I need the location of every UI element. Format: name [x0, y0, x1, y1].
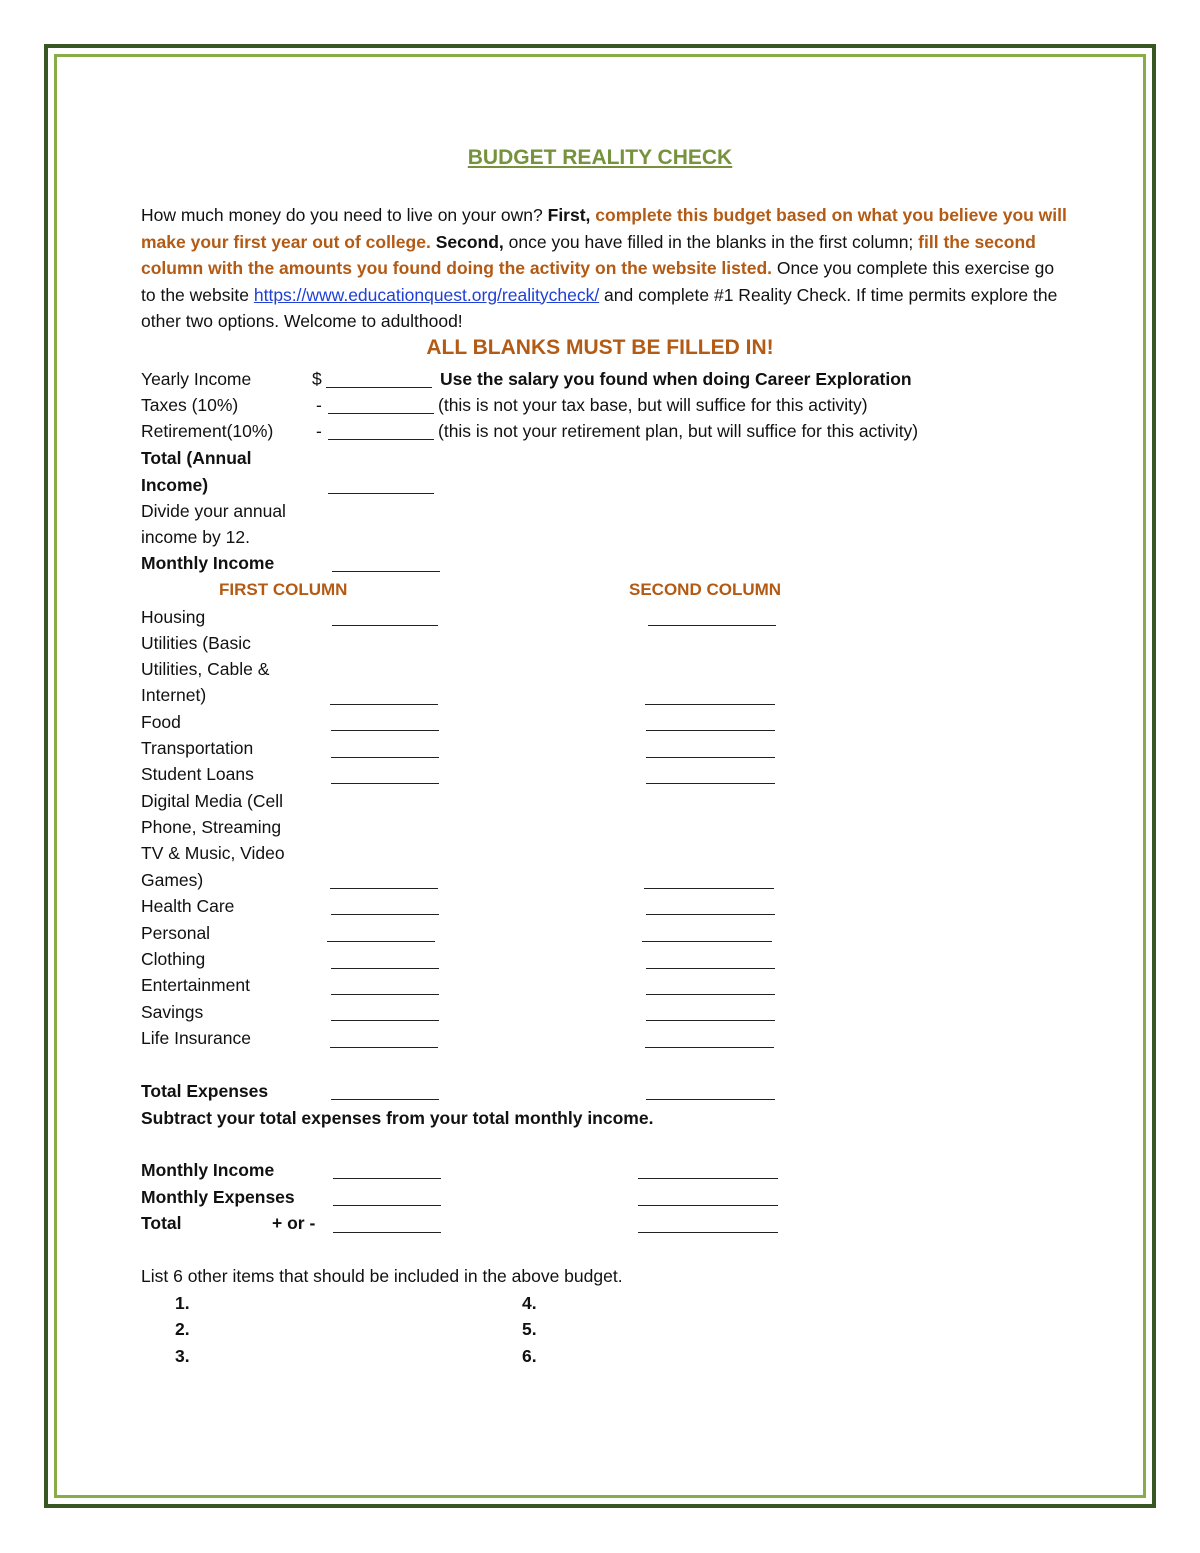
- monthly-income-blank[interactable]: [332, 571, 440, 572]
- life-insurance-label: Life Insurance: [141, 1028, 251, 1048]
- intro-instruction-2: fill the second column with the amounts you found doing the activity on the website listed.: [141, 231, 1036, 278]
- summary-monthly-expenses-label: Monthly Expenses: [141, 1187, 295, 1207]
- summary-monthly-expenses-blank-second[interactable]: [638, 1205, 778, 1206]
- food-blank-second[interactable]: [646, 730, 775, 731]
- personal-label: Personal: [141, 923, 211, 943]
- health-care-blank-second[interactable]: [646, 914, 775, 915]
- entertainment-blank-second[interactable]: [646, 994, 775, 995]
- summary-plus-minus: + or -: [272, 1213, 316, 1233]
- food-label: Food: [141, 712, 181, 732]
- monthly-income-label: Monthly Income: [141, 553, 275, 573]
- list-number-2: 2.: [175, 1319, 190, 1339]
- intro-text: How much money do you need to live on your own?: [141, 205, 548, 225]
- life-insurance-blank-second[interactable]: [645, 1047, 774, 1048]
- list-number-1: 1.: [175, 1293, 190, 1313]
- divide-label-2: income by 12.: [141, 527, 250, 547]
- savings-blank-second[interactable]: [646, 1020, 775, 1021]
- document-title: BUDGET REALITY CHECK: [467, 146, 733, 169]
- life-insurance-blank-first[interactable]: [330, 1047, 438, 1048]
- summary-total-label: Total: [141, 1213, 182, 1233]
- list-prompt: List 6 other items that should be included in the above budget.: [141, 1266, 623, 1286]
- utilities-label-3: Internet): [141, 685, 207, 705]
- taxes-label: Taxes (10%): [141, 395, 239, 415]
- digital-media-blank-first[interactable]: [330, 888, 438, 889]
- food-blank-first[interactable]: [331, 730, 439, 731]
- total-annual-label-1: Total (Annual: [141, 448, 252, 468]
- summary-monthly-income-blank-second[interactable]: [638, 1178, 778, 1179]
- summary-monthly-income-blank-first[interactable]: [333, 1178, 441, 1179]
- total-annual-blank[interactable]: [328, 493, 434, 494]
- summary-monthly-income-label: Monthly Income: [141, 1160, 275, 1180]
- divide-label-1: Divide your annual: [141, 501, 286, 521]
- student-loans-label: Student Loans: [141, 764, 254, 784]
- summary-total-blank-first[interactable]: [333, 1232, 441, 1233]
- entertainment-label: Entertainment: [141, 975, 250, 995]
- summary-total-blank-second[interactable]: [638, 1232, 778, 1233]
- all-blanks-banner: ALL BLANKS MUST BE FILLED IN!: [426, 336, 774, 359]
- first-column-header: FIRST COLUMN: [219, 580, 348, 599]
- clothing-blank-second[interactable]: [646, 968, 775, 969]
- intro-second: Second,: [435, 231, 504, 252]
- total-expenses-blank-first[interactable]: [331, 1099, 439, 1100]
- utilities-blank-second[interactable]: [645, 704, 775, 705]
- yearly-income-note: Use the salary you found when doing Career Exploration: [440, 369, 912, 389]
- digital-media-label-4: Games): [141, 870, 204, 890]
- housing-label: Housing: [141, 607, 206, 627]
- clothing-blank-first[interactable]: [331, 968, 439, 969]
- savings-blank-first[interactable]: [331, 1020, 439, 1021]
- transportation-label: Transportation: [141, 738, 254, 758]
- taxes-note: (this is not your tax base, but will suffice for this activity): [438, 395, 868, 415]
- retirement-label: Retirement(10%): [141, 421, 274, 441]
- health-care-blank-first[interactable]: [331, 914, 439, 915]
- intro-first: First,: [547, 205, 596, 225]
- transportation-blank-first[interactable]: [331, 757, 439, 758]
- retirement-blank[interactable]: [328, 439, 434, 440]
- student-loans-blank-first[interactable]: [331, 783, 439, 784]
- list-number-4: 4.: [522, 1293, 537, 1313]
- digital-media-label-2: Phone, Streaming: [141, 817, 282, 837]
- utilities-blank-first[interactable]: [330, 704, 438, 705]
- housing-blank-second[interactable]: [648, 625, 776, 626]
- yearly-income-prefix: $: [312, 369, 322, 389]
- digital-media-blank-second[interactable]: [644, 888, 774, 889]
- total-expenses-label: Total Expenses: [141, 1081, 269, 1101]
- personal-blank-second[interactable]: [642, 941, 772, 942]
- intro-text-3: Once you complete this exercise go to the website: [141, 258, 1055, 305]
- savings-label: Savings: [141, 1002, 204, 1022]
- utilities-label-1: Utilities (Basic: [141, 633, 251, 653]
- utilities-label-2: Utilities, Cable &: [141, 659, 270, 679]
- total-expenses-blank-second[interactable]: [646, 1099, 775, 1100]
- yearly-income-blank[interactable]: [326, 387, 432, 388]
- digital-media-label-3: TV & Music, Video: [141, 843, 285, 863]
- intro-text-4: and complete #1 Reality Check. If time permits explore the other two options. Welcome to adulthood!: [141, 284, 1058, 331]
- clothing-label: Clothing: [141, 949, 206, 969]
- website-link[interactable]: https://www.educationquest.org/realitycheck/: [253, 284, 600, 305]
- intro-text-2: once you have filled in the blanks in the first column;: [503, 231, 919, 252]
- personal-blank-first[interactable]: [327, 941, 435, 942]
- housing-blank-first[interactable]: [332, 625, 438, 626]
- health-care-label: Health Care: [141, 896, 235, 916]
- intro-paragraph: [141, 202, 1071, 335]
- taxes-blank[interactable]: [328, 413, 434, 414]
- list-number-5: 5.: [522, 1319, 537, 1339]
- summary-monthly-expenses-blank-first[interactable]: [333, 1205, 441, 1206]
- second-column-header: SECOND COLUMN: [629, 580, 782, 599]
- transportation-blank-second[interactable]: [646, 757, 775, 758]
- digital-media-label-1: Digital Media (Cell: [141, 791, 283, 811]
- entertainment-blank-first[interactable]: [331, 994, 439, 995]
- intro-instruction-1: complete this budget based on what you believe you will make your first year out of college.: [141, 205, 1067, 252]
- student-loans-blank-second[interactable]: [646, 783, 775, 784]
- total-annual-label-2: Income): [141, 475, 209, 495]
- retirement-prefix: -: [316, 421, 322, 441]
- list-number-3: 3.: [175, 1346, 190, 1366]
- taxes-prefix: -: [316, 395, 322, 415]
- subtract-instruction: Subtract your total expenses from your total monthly income.: [141, 1108, 654, 1128]
- retirement-note: (this is not your retirement plan, but will suffice for this activity): [438, 421, 919, 441]
- list-number-6: 6.: [522, 1346, 537, 1366]
- yearly-income-label: Yearly Income: [141, 369, 252, 389]
